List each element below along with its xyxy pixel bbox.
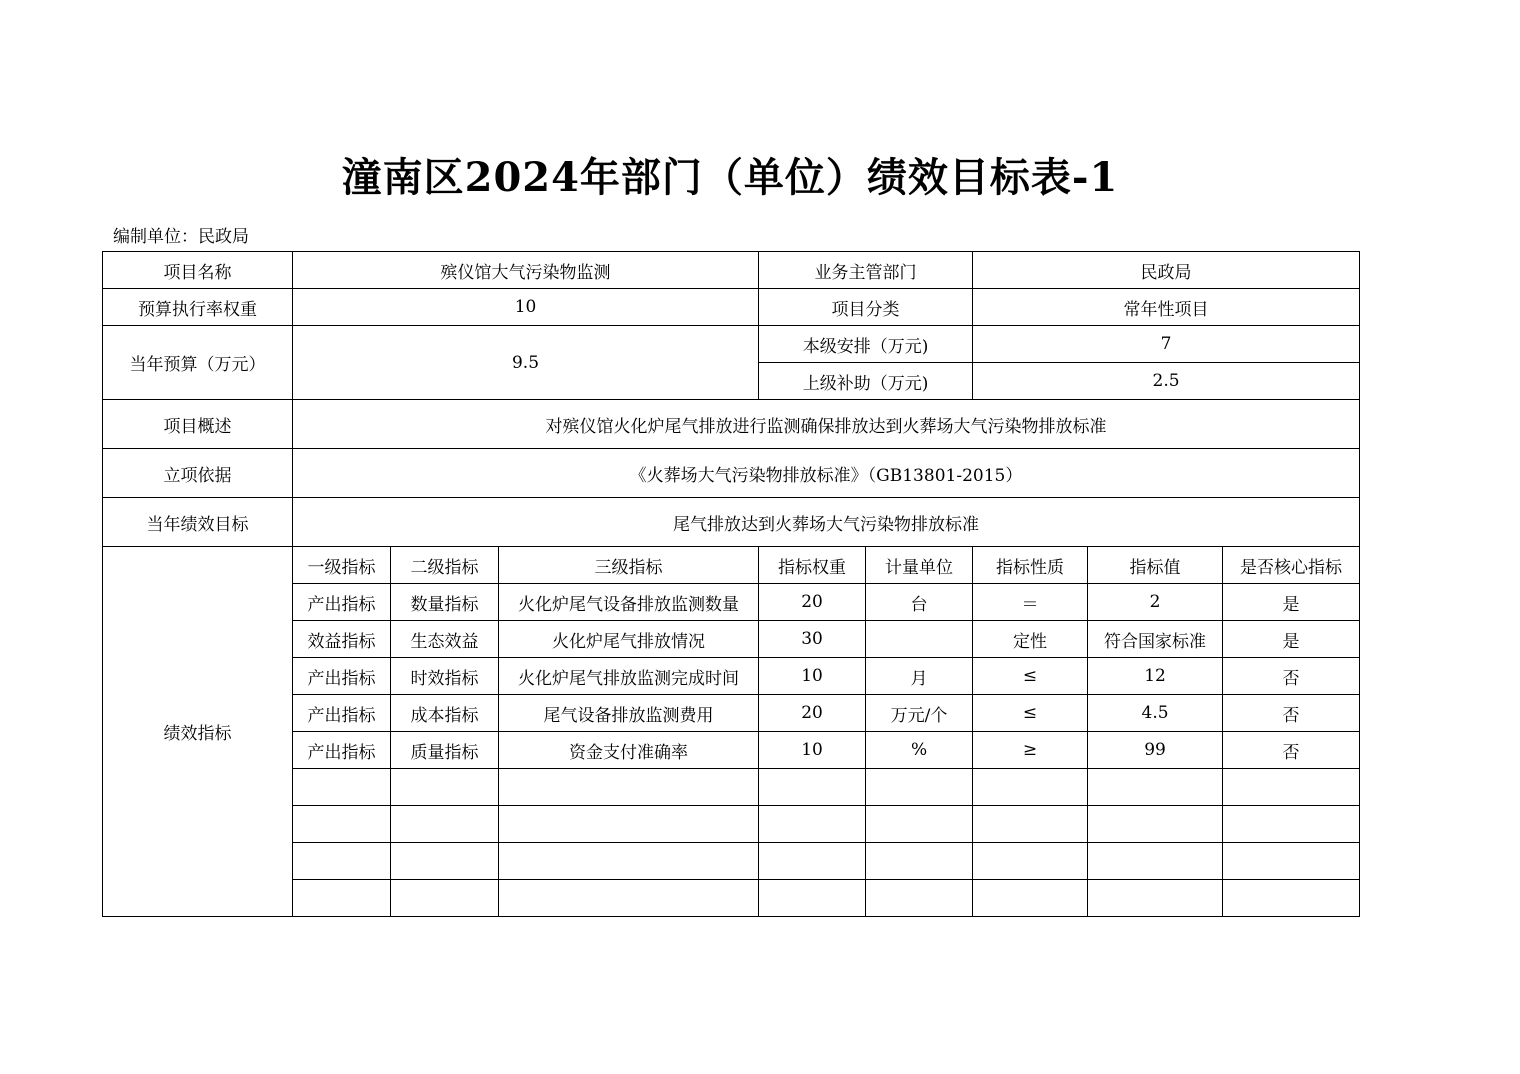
empty-cell xyxy=(1223,843,1360,880)
cell-unit: 万元/个 xyxy=(866,695,973,732)
cell-unit: 月 xyxy=(866,658,973,695)
local-value: 7 xyxy=(973,326,1360,363)
weight-label: 预算执行率权重 xyxy=(103,289,293,326)
category-value: 常年性项目 xyxy=(973,289,1360,326)
goal-label: 当年绩效目标 xyxy=(103,498,293,547)
row-goal xyxy=(103,498,1360,547)
empty-cell xyxy=(759,843,866,880)
cell-value: 符合国家标准 xyxy=(1088,621,1223,658)
cell-core: 是 xyxy=(1223,584,1360,621)
empty-cell xyxy=(866,843,973,880)
basis-value: 《火葬场大气污染物排放标准》（GB13801-2015） xyxy=(293,449,1360,498)
cell-weight: 10 xyxy=(759,732,866,769)
row-basis xyxy=(103,449,1360,498)
dept-label: 业务主管部门 xyxy=(759,252,973,289)
budget-value: 9.5 xyxy=(293,326,759,400)
project-name-value: 殡仪馆大气污染物监测 xyxy=(293,252,759,289)
cell-core: 否 xyxy=(1223,658,1360,695)
cell-nature: ≤ xyxy=(973,658,1088,695)
header-nature: 指标性质 xyxy=(973,547,1088,584)
cell-level3: 资金支付准确率 xyxy=(499,732,759,769)
indicator-header-row xyxy=(103,547,1360,584)
cell-level1: 效益指标 xyxy=(293,621,391,658)
cell-level1: 产出指标 xyxy=(293,695,391,732)
empty-cell xyxy=(1223,769,1360,806)
cell-level2: 时效指标 xyxy=(391,658,499,695)
dept-value: 民政局 xyxy=(973,252,1360,289)
empty-cell xyxy=(973,769,1088,806)
cell-nature: ＝ xyxy=(973,584,1088,621)
budget-label: 当年预算（万元） xyxy=(103,326,293,400)
weight-value: 10 xyxy=(293,289,759,326)
cell-weight: 10 xyxy=(759,658,866,695)
empty-cell xyxy=(391,806,499,843)
cell-unit: 台 xyxy=(866,584,973,621)
cell-level1: 产出指标 xyxy=(293,584,391,621)
cell-level3: 火化炉尾气设备排放监测数量 xyxy=(499,584,759,621)
empty-cell xyxy=(499,806,759,843)
cell-level3: 火化炉尾气排放情况 xyxy=(499,621,759,658)
cell-nature: ≥ xyxy=(973,732,1088,769)
upper-label: 上级补助（万元) xyxy=(759,363,973,400)
cell-level2: 生态效益 xyxy=(391,621,499,658)
header-value: 指标值 xyxy=(1088,547,1223,584)
empty-cell xyxy=(973,806,1088,843)
cell-level2: 质量指标 xyxy=(391,732,499,769)
header-level3: 三级指标 xyxy=(499,547,759,584)
empty-cell xyxy=(499,880,759,917)
cell-level3: 尾气设备排放监测费用 xyxy=(499,695,759,732)
empty-cell xyxy=(293,843,391,880)
row-weight xyxy=(103,289,1360,326)
empty-cell xyxy=(1223,806,1360,843)
basis-label: 立项依据 xyxy=(103,449,293,498)
cell-value: 12 xyxy=(1088,658,1223,695)
header-weight: 指标权重 xyxy=(759,547,866,584)
page-title: 潼南区2024年部门（单位）绩效目标表-1 xyxy=(341,154,1119,201)
cell-nature: ≤ xyxy=(973,695,1088,732)
cell-weight: 30 xyxy=(759,621,866,658)
empty-cell xyxy=(1088,769,1223,806)
empty-cell xyxy=(1088,880,1223,917)
cell-weight: 20 xyxy=(759,584,866,621)
cell-weight: 20 xyxy=(759,695,866,732)
category-label: 项目分类 xyxy=(759,289,973,326)
cell-level2: 数量指标 xyxy=(391,584,499,621)
summary-label: 项目概述 xyxy=(103,400,293,449)
empty-cell xyxy=(1223,880,1360,917)
summary-value: 对殡仪馆火化炉尾气排放进行监测确保排放达到火葬场大气污染物排放标准 xyxy=(293,400,1360,449)
local-label: 本级安排（万元) xyxy=(759,326,973,363)
cell-unit: % xyxy=(866,732,973,769)
empty-cell xyxy=(391,880,499,917)
empty-cell xyxy=(973,880,1088,917)
row-budget-local xyxy=(103,326,1360,363)
perf-label: 绩效指标 xyxy=(103,547,293,917)
empty-cell xyxy=(1088,806,1223,843)
empty-cell xyxy=(973,843,1088,880)
empty-cell xyxy=(499,769,759,806)
empty-cell xyxy=(499,843,759,880)
header-level2: 二级指标 xyxy=(391,547,499,584)
project-name-label: 项目名称 xyxy=(103,252,293,289)
cell-core: 否 xyxy=(1223,732,1360,769)
compiling-unit: 编制单位：民政局 xyxy=(113,227,249,247)
header-unit: 计量单位 xyxy=(866,547,973,584)
empty-cell xyxy=(759,806,866,843)
empty-cell xyxy=(759,769,866,806)
empty-cell xyxy=(293,769,391,806)
empty-cell xyxy=(759,880,866,917)
empty-cell xyxy=(866,769,973,806)
performance-table xyxy=(102,251,1360,917)
cell-core: 是 xyxy=(1223,621,1360,658)
header-level1: 一级指标 xyxy=(293,547,391,584)
cell-level1: 产出指标 xyxy=(293,658,391,695)
upper-value: 2.5 xyxy=(973,363,1360,400)
cell-value: 99 xyxy=(1088,732,1223,769)
cell-unit xyxy=(866,621,973,658)
cell-core: 否 xyxy=(1223,695,1360,732)
row-project-name xyxy=(103,252,1360,289)
header-core: 是否核心指标 xyxy=(1223,547,1360,584)
cell-nature: 定性 xyxy=(973,621,1088,658)
cell-value: 4.5 xyxy=(1088,695,1223,732)
empty-cell xyxy=(293,806,391,843)
empty-cell xyxy=(866,880,973,917)
empty-cell xyxy=(866,806,973,843)
empty-cell xyxy=(391,843,499,880)
empty-cell xyxy=(1088,843,1223,880)
cell-value: 2 xyxy=(1088,584,1223,621)
cell-level3: 火化炉尾气排放监测完成时间 xyxy=(499,658,759,695)
goal-value: 尾气排放达到火葬场大气污染物排放标准 xyxy=(293,498,1360,547)
cell-level1: 产出指标 xyxy=(293,732,391,769)
row-summary xyxy=(103,400,1360,449)
cell-level2: 成本指标 xyxy=(391,695,499,732)
empty-cell xyxy=(293,880,391,917)
empty-cell xyxy=(391,769,499,806)
